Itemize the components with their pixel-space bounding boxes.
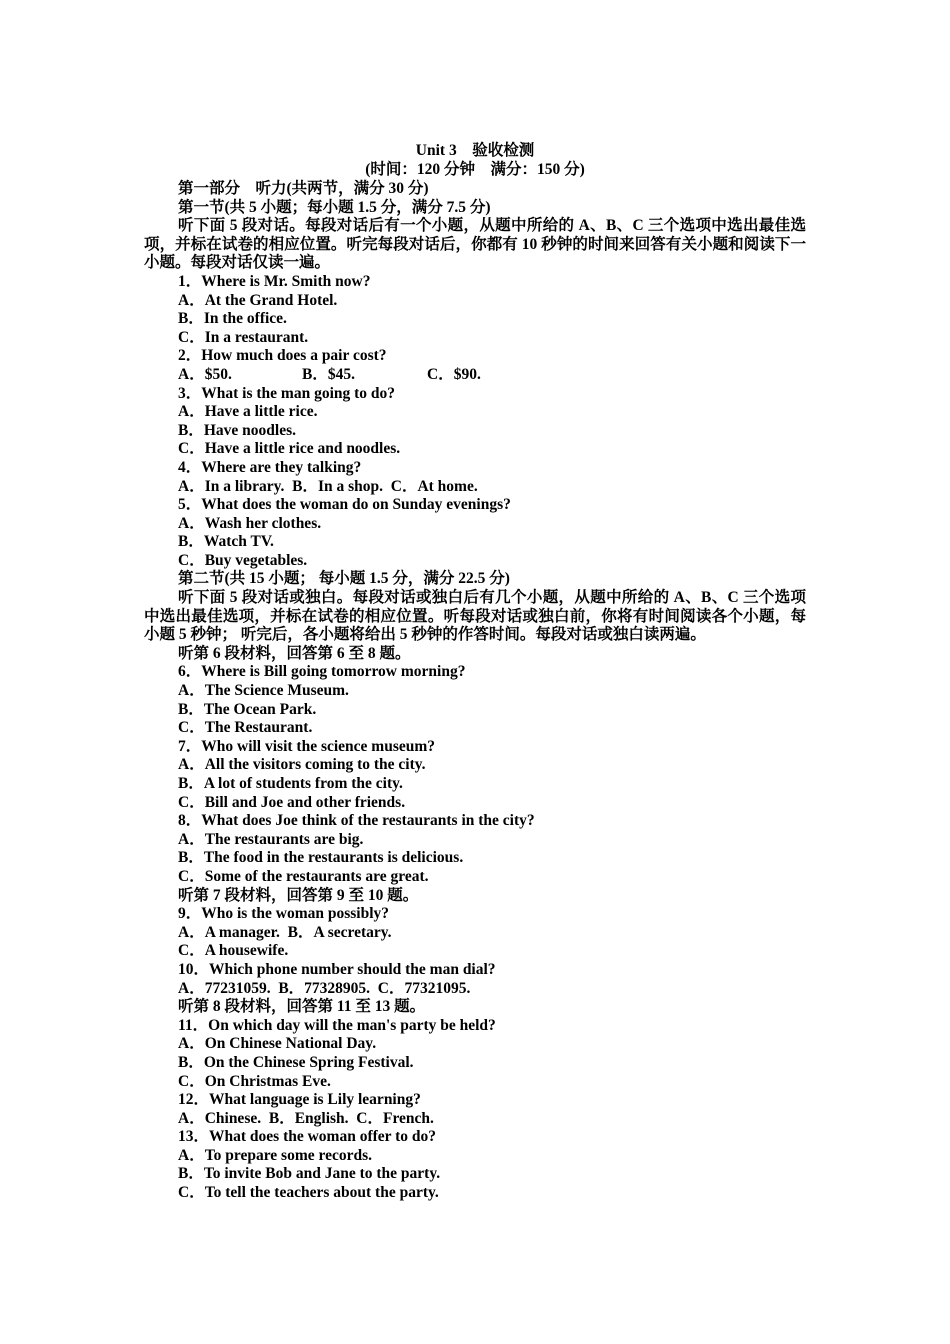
option-3c: C．Have a little rice and noodles. xyxy=(178,440,401,458)
option-3a: A．Have a little rice. xyxy=(178,403,318,421)
option-3b: B．Have noodles. xyxy=(178,421,296,439)
page-subtitle: (时间：120 分钟 满分：150 分) xyxy=(365,161,585,178)
option-11b: B．On the Chinese Spring Festival. xyxy=(178,1053,414,1071)
options-2 xyxy=(144,366,806,385)
section-heading: 第一节(共 5 小题；每小题 1.5 分，满分 7.5 分) xyxy=(178,198,491,216)
section-instructions: 听下面 5 段对话或独白。每段对话或独白后有几个小题，从题中所给的 A、B、C 三个选项中选出最佳选项，并标在试卷的相应位置。听每段对话或独白前，你将有时间阅读各个小题，每小题 5 秒钟； 听完后，各小题将给出 5 秒钟的作答时间。每段对话或独白读两遍。 xyxy=(144,589,806,644)
option-9c: C．A housewife. xyxy=(178,942,289,960)
options-9ab: A．A manager. B．A secretary. xyxy=(178,923,392,941)
question-4: 4．Where are they talking? xyxy=(178,458,362,476)
option-6a: A．The Science Museum. xyxy=(178,682,349,700)
option-5b: B．Watch TV. xyxy=(178,533,274,551)
option-2c: C．$90. xyxy=(427,365,481,383)
option-11a: A．On Chinese National Day. xyxy=(178,1035,377,1053)
option-13b: B．To invite Bob and Jane to the party. xyxy=(178,1165,441,1183)
option-5c: C．Buy vegetables. xyxy=(178,551,308,569)
option-1a: A．At the Grand Hotel. xyxy=(178,291,338,309)
option-13a: A．To prepare some records. xyxy=(178,1146,373,1164)
option-1b: B．In the office. xyxy=(178,310,287,328)
option-6c: C．The Restaurant. xyxy=(178,719,313,737)
material-heading: 听第 6 段材料，回答第 6 至 8 题。 xyxy=(178,644,411,662)
question-6: 6．Where is Bill going tomorrow morning? xyxy=(178,663,466,681)
section-instructions: 听下面 5 段对话。每段对话后有一个小题，从题中所给的 A、B、C 三个选项中选出最佳选项，并标在试卷的相应位置。听完每段对话后，你都有 10 秒钟的时间来回答有关小题和阅读下一小题。每段对话仅读一遍。 xyxy=(144,217,806,272)
options-12: A．Chinese. B．English. C．French. xyxy=(178,1109,434,1127)
option-2b: B．$45. xyxy=(302,365,355,383)
question-2: 2．How much does a pair cost? xyxy=(178,347,387,365)
exam-content xyxy=(144,180,806,1203)
options-10: A．77231059. B．77328905. C．77321095. xyxy=(178,979,471,997)
section-heading: 第二节(共 15 小题； 每小题 1.5 分，满分 22.5 分) xyxy=(178,570,510,588)
option-8b: B．The food in the restaurants is delicious. xyxy=(178,849,464,867)
question-10: 10．Which phone number should the man dial? xyxy=(178,960,496,978)
option-7c: C．Bill and Joe and other friends. xyxy=(178,793,406,811)
part-heading: 第一部分 听力(共两节，满分 30 分) xyxy=(178,180,429,197)
question-7: 7．Who will visit the science museum? xyxy=(178,737,436,755)
page-title: Unit 3 验收检测 xyxy=(415,142,535,159)
question-3: 3．What is the man going to do? xyxy=(178,384,396,402)
option-11c: C．On Christmas Eve. xyxy=(178,1072,331,1090)
option-2a: A．$50. xyxy=(178,365,232,383)
material-heading: 听第 7 段材料，回答第 9 至 10 题。 xyxy=(178,886,419,904)
question-11: 11．On which day will the man's party be held? xyxy=(178,1016,496,1034)
option-7a: A．All the visitors coming to the city. xyxy=(178,756,426,774)
option-8c: C．Some of the restaurants are great. xyxy=(178,867,429,885)
option-6b: B．The Ocean Park. xyxy=(178,700,317,718)
option-8a: A．The restaurants are big. xyxy=(178,830,364,848)
question-12: 12．What language is Lily learning? xyxy=(178,1091,421,1109)
question-1: 1．Where is Mr. Smith now? xyxy=(178,272,371,290)
material-heading: 听第 8 段材料，回答第 11 至 13 题。 xyxy=(178,998,426,1016)
option-7b: B．A lot of students from the city. xyxy=(178,775,403,792)
question-13: 13．What does the woman offer to do? xyxy=(178,1128,437,1146)
option-1c: C．In a restaurant. xyxy=(178,328,309,346)
option-13c: C．To tell the teachers about the party. xyxy=(178,1184,439,1202)
question-5: 5．What does the woman do on Sunday evenings? xyxy=(178,496,511,514)
question-9: 9．Who is the woman possibly? xyxy=(178,905,390,923)
options-4: A．In a library. B．In a shop. C．At home. xyxy=(178,477,478,495)
option-5a: A．Wash her clothes. xyxy=(178,514,322,532)
question-8: 8．What does Joe think of the restaurants in the city? xyxy=(178,812,535,830)
